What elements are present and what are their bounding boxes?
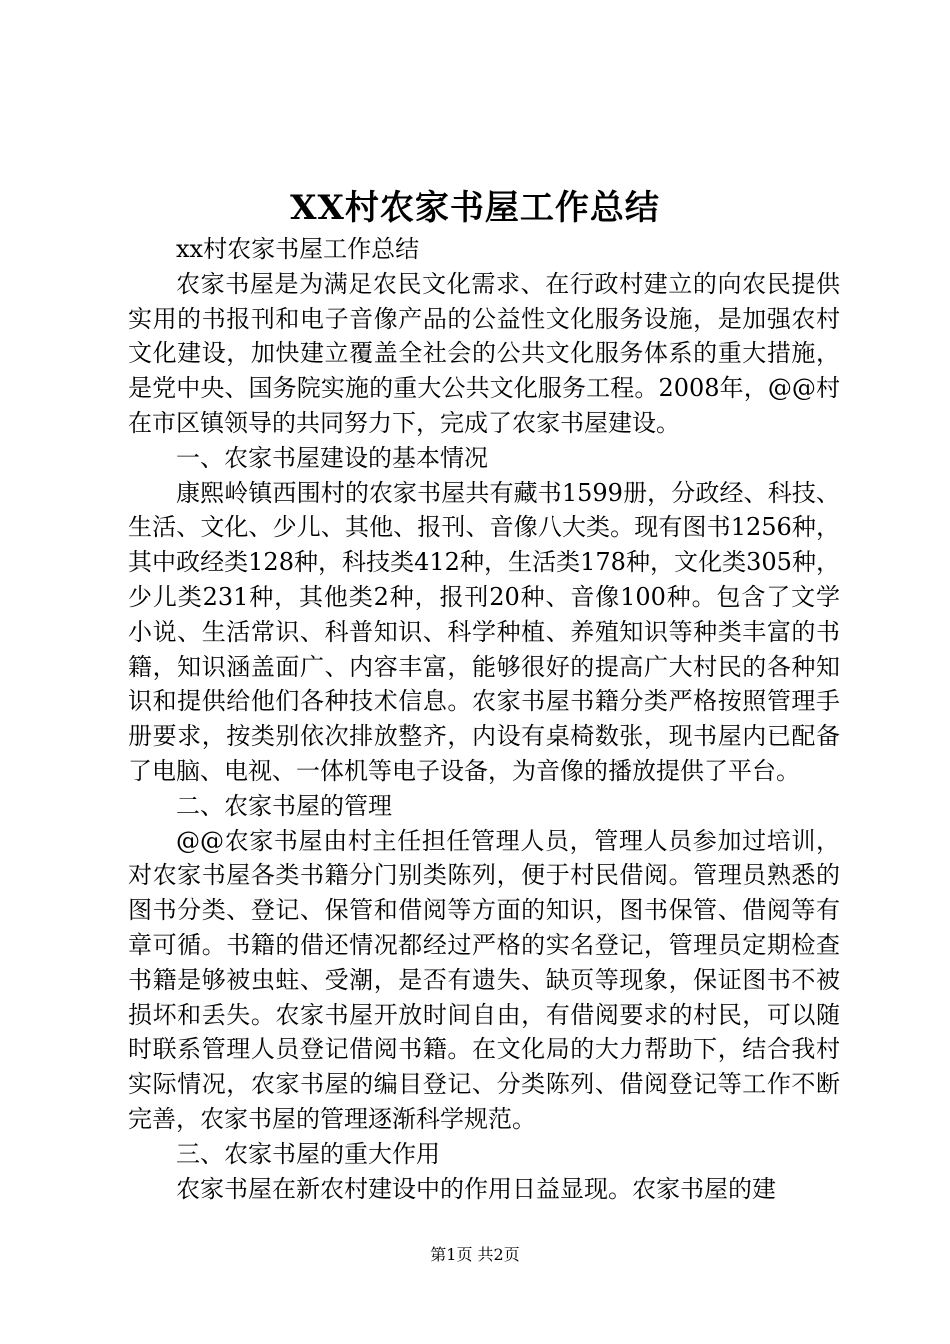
section-heading-2: 二、农家书屋的管理 [176, 791, 392, 820]
section-heading-1: 一、农家书屋建设的基本情况 [176, 443, 488, 472]
section-heading-3: 三、农家书屋的重大作用 [176, 1139, 440, 1168]
page-footer: 第1页 共2页 [430, 1245, 520, 1264]
intro-paragraph: 农家书屋是为满足农民文化需求、在行政村建立的向农民提供实用的书报刊和电子音像产品的公益性文化服务设施，是加强农村文化建设，加快建立覆盖全社会的公共文化服务体系的重大措施，是党中央、国务院实施的重大公共文化服务工程。2008年，@@村在市区镇领导的共同努力下，完成了农家书屋建设。 [128, 269, 840, 437]
section-3-paragraph: 农家书屋在新农村建设中的作用日益显现。农家书屋的建 [176, 1174, 776, 1203]
document-body [128, 232, 840, 1206]
document-title: XX村农家书屋工作总结 [290, 188, 660, 228]
subtitle-paragraph: xx村农家书屋工作总结 [176, 235, 420, 263]
section-2-paragraph: @@农家书屋由村主任担任管理人员，管理人员参加过培训，对农家书屋各类书籍分门别类陈列，便于村民借阅。管理员熟悉的图书分类、登记、保管和借阅等方面的知识，图书保管、借阅等有章可循。书籍的借还情况都经过严格的实名登记，管理员定期检查书籍是够被虫蛀、受潮，是否有遗失、缺页等现象，保证图书不被损坏和丢失。农家书屋开放时间自由，有借阅要求的村民，可以随时联系管理人员登记借阅书籍。在文化局的大力帮助下，结合我村实际情况，农家书屋的编目登记、分类陈列、借阅登记等工作不断完善，农家书屋的管理逐渐科学规范。 [128, 826, 840, 1133]
section-1-paragraph: 康熙岭镇西围村的农家书屋共有藏书1599册，分政经、科技、生活、文化、少儿、其他、报刊、音像八大类。现有图书1256种，其中政经类128种，科技类412种，生活类178种，文化类305种，少儿类231种，其他类2种，报刊20种、音像100种。包含了文学小说、生活常识、科普知识、科学种植、养殖知识等种类丰富的书籍，知识涵盖面广、内容丰富，能够很好的提高广大村民的各种知识和提供给他们各种技术信息。农家书屋书籍分类严格按照管理手册要求，按类别依次排放整齐，内设有桌椅数张，现书屋内已配备了电脑、电视、一体机等电子设备，为音像的播放提供了平台。 [128, 478, 840, 785]
